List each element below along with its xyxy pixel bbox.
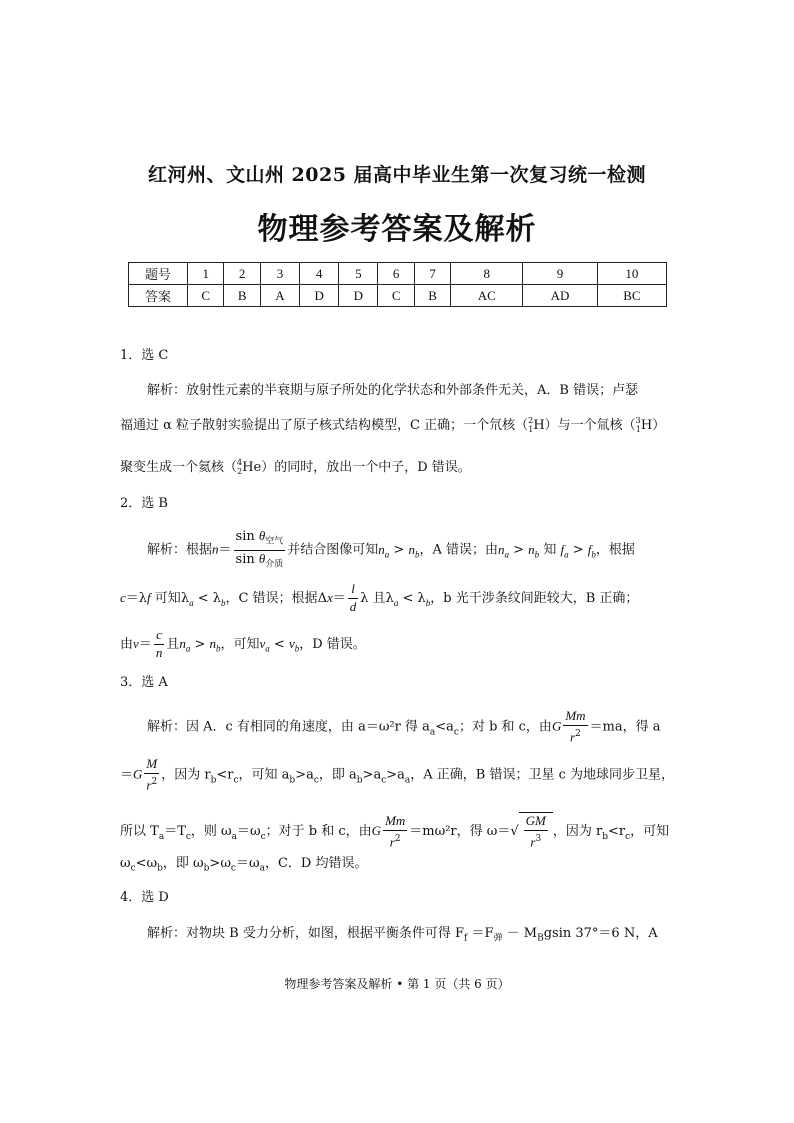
- answer-cell: B: [414, 285, 450, 307]
- q3-explanation-line2: ＝G $\frac{M}{r^2}$ ，因为 $r_b<r_c$，可知 $a_b>a_c$，即 $a_b>a_c>a_a$，A 正确，B 错误；卫星 c 为地球同步卫星，: [120, 756, 675, 793]
- table-row: [129, 263, 667, 285]
- answer-cell: C: [188, 285, 224, 307]
- q3-explanation-line1: 解析：因 A．c 有相同的角速度，由 a＝ω²r 得 $a_a<a_c$；对 b 和 c，由G $\frac{Mm}{r^2}$ ＝ma，得 a: [147, 708, 661, 745]
- q1-explanation-line3: 聚变生成一个氦核（$^4_2$He）的同时，放出一个中子，D 错误。: [120, 458, 471, 479]
- q2-explanation-line3: 由v＝ $\frac{c}{n}$ 且$n_a > n_b$，可知$v_a < v_b$，D 错误。: [120, 627, 366, 660]
- answer-cell: AD: [523, 285, 598, 307]
- question-number-cell: 8: [451, 263, 523, 285]
- q4-explanation-line1: 解析：对物块 B 受力分析，如图，根据平衡条件可得 $F_f =F_弹 - M_Bgsin$ 37°＝6 N，A: [147, 926, 658, 944]
- question-number-cell: 3: [260, 263, 299, 285]
- page-footer: 物理参考答案及解析 • 第 1 页（共 6 页）: [284, 977, 510, 991]
- answer-cell: BC: [597, 285, 666, 307]
- answer-cell: AC: [451, 285, 523, 307]
- table-row: [129, 285, 667, 307]
- tritium-symbol: $^3_1$H: [635, 416, 653, 434]
- table-header-cell: 答案: [129, 285, 188, 307]
- question-number-cell: 7: [414, 263, 450, 285]
- q1-explanation-line2: 福通过 α 粒子散射实验提出了原子核式结构模型，C 正确；一个氘核（$^2_1$H）与一个氚核（$^3_1$H）: [120, 416, 665, 437]
- q3-heading: 3．选 A: [120, 675, 168, 690]
- exam-title: 红河州、文山州 2025 届高中毕业生第一次复习统一检测: [147, 164, 647, 186]
- deuterium-symbol: $^2_1$H: [528, 416, 545, 434]
- question-number-cell: 10: [597, 263, 666, 285]
- answer-cell: D: [300, 285, 339, 307]
- q4-heading: 4．选 D: [120, 890, 169, 905]
- question-number-cell: 9: [523, 263, 598, 285]
- question-number-cell: 2: [224, 263, 260, 285]
- answer-cell: C: [378, 285, 414, 307]
- answer-cell: B: [224, 285, 260, 307]
- q1-heading: 1．选 C: [120, 348, 169, 363]
- q2-explanation-line1: 解析：根据n＝ $\frac{\sin \theta_{空气}}{\sin \theta_{介质}}$ 并结合图像可知$n_a > n_b$，A 错误；由$n_a > n_b$ 知 $f_a > f_b$，根据: [147, 528, 635, 570]
- q3-explanation-line4: $\omega_c<\omega_b$，即 $\omega_b>\omega_c=\omega_a$，C．D 均错误。: [120, 856, 368, 874]
- q1-explanation-line1: 解析：放射性元素的半衰期与原子所处的化学状态和外部条件无关，A．B 错误；卢瑟: [147, 383, 639, 398]
- q2-heading: 2．选 B: [120, 496, 168, 511]
- answer-cell: D: [339, 285, 378, 307]
- document-title: 物理参考答案及解析: [257, 212, 537, 247]
- helium-symbol: $^4_2$He: [237, 458, 262, 476]
- question-number-cell: 6: [378, 263, 414, 285]
- table-header-cell: 题号: [129, 263, 188, 285]
- q2-explanation-line2: c＝λf 可知$\lambda_a < \lambda_b$，C 错误；根据Δx＝ $\frac{l}{d}$ λ 且$\lambda_a < \lambda_b$，b 光干涉条纹间距较大，B 正确；: [120, 581, 639, 614]
- answer-cell: A: [260, 285, 299, 307]
- question-number-cell: 5: [339, 263, 378, 285]
- q3-explanation-line3: 所以 $T_a=T_c$，则 $\omega_a=\omega_c$；对于 b 和 c，由G $\frac{Mm}{r^2}$ ＝mω²r，得 ω＝√ $\frac{GM}{r^3}$ ，因为 $r_b<r_c$，可知: [120, 812, 670, 850]
- question-number-cell: 4: [300, 263, 339, 285]
- answer-table: [128, 262, 667, 307]
- question-number-cell: 1: [188, 263, 224, 285]
